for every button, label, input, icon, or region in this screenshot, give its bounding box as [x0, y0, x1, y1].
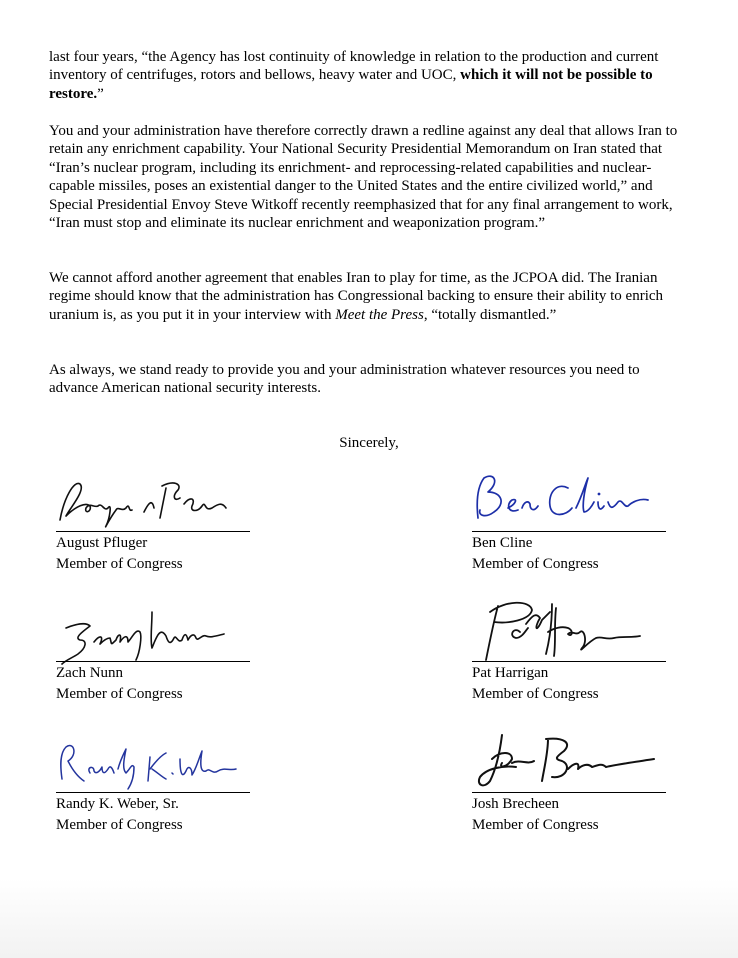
signatory-title: Member of Congress: [56, 817, 183, 833]
signature-weber: [56, 729, 256, 793]
page-bottom-shadow: [0, 878, 738, 958]
signature-pfluger: [56, 468, 256, 532]
paragraph-2: You and your administration have therefore correctly drawn a redline against any deal that allows Iran to retain any enrichment capability. Your National Security Presidential Memorandum on Iran stated that “Iran’s nuclear program, including its enrichment- and reprocessing-related capabilities and nuclear-capable missiles, poses an existential danger to the United States and the entire civilized world,” and Special Presidential Envoy Steve Witkoff recently reemphasized that for any final arrangement to work, “Iran must stop and eliminate its nuclear enrichment and weaponization program.”: [49, 123, 678, 232]
italic-show-title: Meet the Press: [335, 306, 424, 323]
signatory-name: Pat Harrigan: [472, 665, 549, 681]
paragraph-1: last four years, “the Agency has lost continuity of knowledge in relation to the production and current inventory of centrifuges, rotors and bellows, heavy water and UOC, which it will not be possible to restore.”: [49, 49, 659, 102]
signatory-name: Randy K. Weber, Sr.: [56, 796, 179, 812]
closing-salutation: Sincerely,: [339, 435, 399, 451]
signature-brecheen: [472, 729, 672, 793]
signatory-title: Member of Congress: [56, 556, 183, 572]
signature-cline: [472, 468, 672, 532]
signatory-title: Member of Congress: [472, 817, 599, 833]
signature-harrigan: [472, 598, 672, 668]
paragraph-3: We cannot afford another agreement that enables Iran to play for time, as the JCPOA did. The Iranian regime should know that the administration has Congressional backing to ensure their ability to enrich uranium is, as you put it in your interview with Meet the Press, “totally dismantled.”: [49, 270, 664, 323]
paragraph-4: As always, we stand ready to provide you and your administration whatever resources you need to advance American national security interests.: [49, 362, 640, 397]
signatory-title: Member of Congress: [56, 686, 183, 702]
signatory-name: Josh Brecheen: [472, 796, 560, 812]
signatory-title: Member of Congress: [472, 556, 599, 572]
bold-quote: which it will not be possible to restore.: [49, 67, 653, 102]
signatory-name: Ben Cline: [472, 535, 533, 551]
signatory-name: Zach Nunn: [56, 665, 124, 681]
signatory-title: Member of Congress: [472, 686, 599, 702]
signatory-name: August Pfluger: [56, 535, 148, 551]
